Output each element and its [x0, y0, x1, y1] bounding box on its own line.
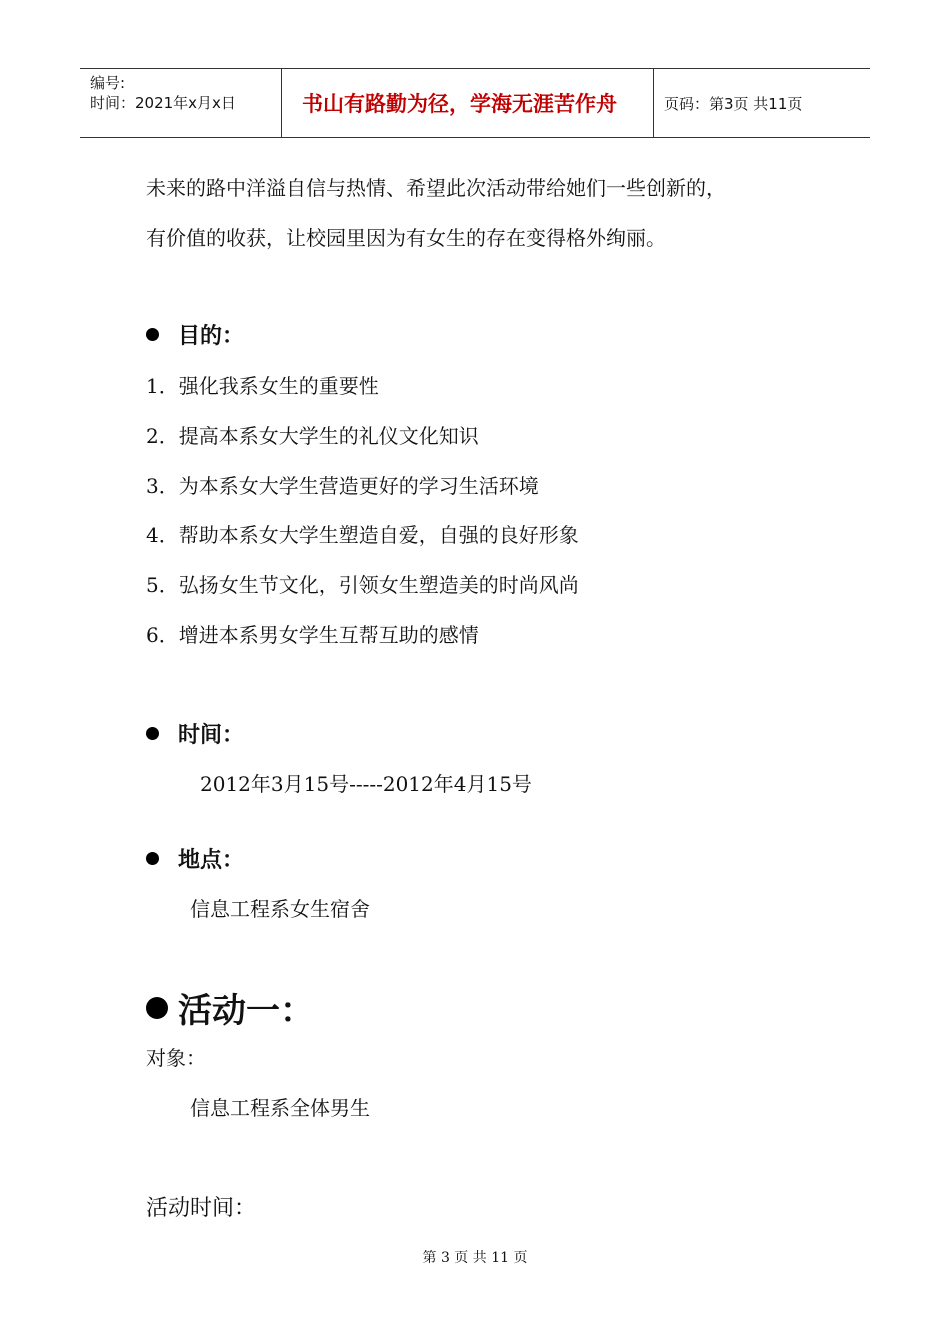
activity1-heading	[146, 983, 314, 1032]
purpose-heading-text: 目的：	[178, 324, 245, 349]
bullet-icon	[146, 852, 159, 865]
page-footer: 第 3 页 共 11 页	[422, 1250, 528, 1266]
purpose-item: 1．强化我系女生的重要性	[146, 374, 379, 398]
place-heading	[146, 843, 244, 874]
header-page-info: 页码：第3页 共11页	[664, 94, 803, 113]
time-value: 2012年3月15号-----2012年4月15号	[200, 772, 532, 796]
bullet-icon	[146, 727, 159, 740]
purpose-item: 3．为本系女大学生营造更好的学习生活环境	[146, 474, 539, 498]
purpose-item: 5．弘扬女生节文化，引领女生塑造美的时尚风尚	[146, 573, 579, 597]
header-motto: 书山有路勤为径，学海无涯苦作舟	[281, 69, 654, 137]
time-heading-text: 时间：	[178, 723, 245, 748]
place-value: 信息工程系女生宿舍	[190, 897, 370, 921]
bullet-icon	[146, 997, 168, 1019]
number-label: 编号:	[90, 74, 126, 92]
bullet-icon	[146, 328, 159, 341]
header-meta	[80, 69, 281, 137]
activity-time-label: 活动时间：	[146, 1196, 257, 1221]
intro-line-1: 未来的路中洋溢自信与热情、希望此次活动带给她们一些创新的，	[146, 176, 726, 200]
target-value: 信息工程系全体男生	[190, 1096, 370, 1120]
purpose-item: 4．帮助本系女大学生塑造自爱，自强的良好形象	[146, 523, 579, 547]
purpose-item: 6．增进本系男女学生互帮互助的感情	[146, 623, 479, 647]
date-label: 时间：2021年x月x日	[90, 94, 236, 112]
purpose-heading	[146, 319, 244, 350]
target-label: 对象：	[146, 1046, 206, 1070]
intro-line-2: 有价值的收获，让校园里因为有女生的存在变得格外绚丽。	[146, 226, 666, 250]
activity1-heading-text: 活动一：	[178, 991, 314, 1031]
purpose-item: 2．提高本系女大学生的礼仪文化知识	[146, 424, 479, 448]
time-heading	[146, 718, 244, 749]
place-heading-text: 地点：	[178, 848, 245, 873]
document-header	[80, 68, 870, 138]
